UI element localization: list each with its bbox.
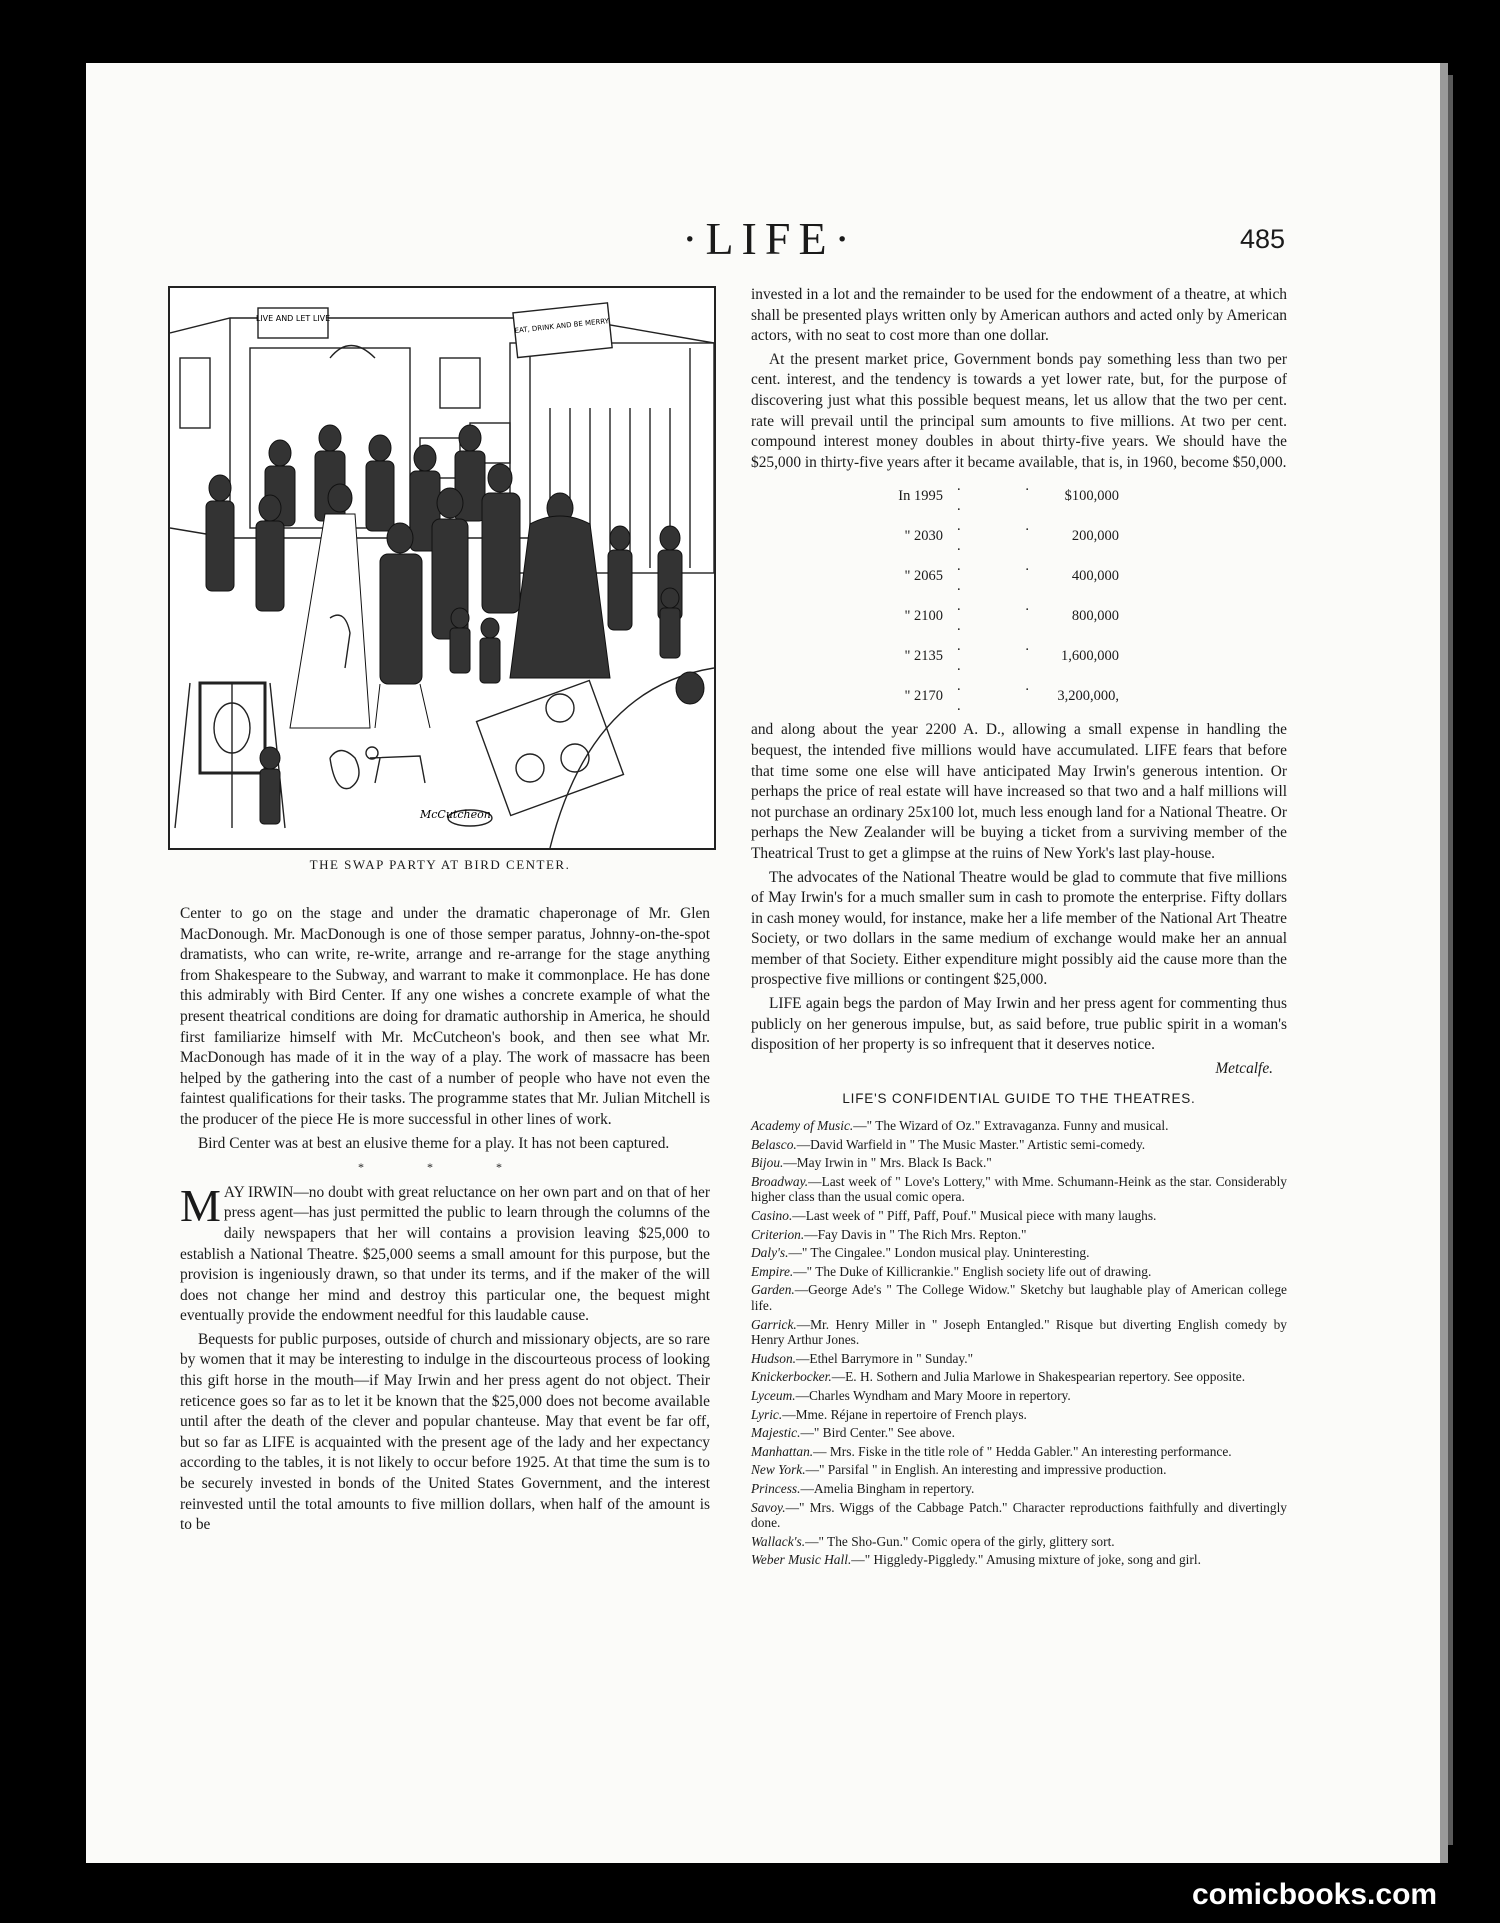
list-item [751,1407,1287,1423]
venue-text: —Amelia Bingham in repertory. [800,1480,975,1496]
theatre-guide-list [751,1118,1287,1568]
table-amount: 400,000 [1071,568,1119,585]
table-row [888,516,1119,556]
table-year: " 2030 [904,528,943,545]
paragraph: Center to go on the stage and under the dramatic chaperonage of Mr. Glen MacDonough. Mr. MacDonough is one of those semper paratus, Johnny-on-the-spot dramatists, who can write, re-write, arrange and re-arrange for the stage anything from Shakespeare to the Subway, and warrant to make it commonplace. He has done this admirably with Bird Center. If any one wishes a concrete example of what the present theatrical conditions are doing for dramatic authorship in America, he should first familiarize himself with Mr. McCutcheon's book, and then see what Mr. MacDonough has made of it in the way of a play. The work of massacre has been helped by the gathering into the cast of a number of people who have not even the faintest qualifications for their tasks. The programme states that Mr. Julian Mitchell is the producer of the piece He is more successful in other lines of work. [180,905,710,1128]
venue-text: —E. H. Sothern and Julia Marlowe in Shakespearian repertory. See opposite. [831,1369,1246,1385]
page-edge [1440,63,1448,1863]
list-item [751,1444,1287,1460]
paragraph-text: —no doubt with great reluctance on her own part and on that of her press agent—has just permitted the public to learn through the columns of the daily newspapers that her will contains a provision leaving $25,000 to establish a National Theatre. $25,000 seems a small amount for this purpose, but the provision is ingeniously drawn, so that under its terms, and if the maker of the will does not change her mind and destroy this particular one, the bequest might eventually provide the endowment needful for this laudable cause. [180,1183,710,1325]
venue-name: Broadway. [751,1173,809,1189]
page-number: 485 [1240,224,1286,254]
left-column [180,904,710,1539]
venue-name: Garrick. [751,1316,797,1332]
list-item [751,1264,1287,1280]
paragraph: At the present market price, Government bonds pay something less than two per cent. interest, and the tendency is towards a yet lower rate, but, for the purpose of discovering just what this possible bequest means, let us allow that the two per cent. rate will prevail until the principal sum amounts to five millions. At two per cent. compound interest money doubles in about thirty-five years. We should have the $25,000 in thirty-five years after it became available, that is, in 1960, become $50,000. [751,350,1287,471]
table-row [888,596,1119,636]
table-dots: . . . [957,478,1047,515]
list-item [751,1552,1287,1568]
venue-text: —Charles Wyndham and Mary Moore in repertory. [795,1387,1071,1403]
table-dots: . . . [957,678,1047,715]
paragraph: Bequests for public purposes, outside of church and missionary objects, are so rare by women that it may be interesting to indulge in the discourteous process of looking this gift horse in the mouth—if May Irwin and her press agent do not object. Their reticence goes so far as to let it be known that the $25,000 does not become available until after the death of the clever and popular chanteuse. May that event be far off, but so far as LIFE is acquainted with the present age of the lady and her expectancy according to the tables, it is not likely to occur before 1925. At that time the sum is to be securely invested in bonds of the United States Government, and the interest reinvested until the total amounts to five million dollars, when half of the amount is to be [180,1330,710,1534]
venue-text: —" The Wizard of Oz." Extravaganza. Funny and musical. [853,1118,1169,1134]
list-item [751,1369,1287,1385]
table-amount: 200,000 [1071,528,1119,545]
list-item [751,1425,1287,1441]
list-item [751,1534,1287,1550]
list-item [751,1137,1287,1153]
venue-name: Majestic. [751,1425,801,1441]
list-item [751,1208,1287,1224]
venue-text: —" Higgledy-Piggledy." Amusing mixture of joke, song and girl. [851,1552,1201,1568]
paragraph: Bird Center was at best an elusive theme for a play. It has not been captured. [198,1134,670,1152]
list-item [751,1245,1287,1261]
venue-name: Lyric. [751,1406,783,1422]
venue-text: —Last week of " Piff, Paff, Pouf." Musical piece with many laughs. [792,1208,1157,1223]
page-edge-shadow [1448,75,1453,1845]
right-column [751,285,1287,1571]
table-row [888,636,1119,676]
list-item [751,1462,1287,1478]
table-year: " 2135 [904,648,943,665]
list-item [751,1388,1287,1404]
venue-text: —" The Sho-Gun." Comic opera of the girly, glittery sort. [805,1533,1115,1549]
paragraph: and along about the year 2200 A. D., allowing a small expense in handling the bequest, the intended five millions would have accumulated. LIFE fears that before that time some one else will have anticipated May Irwin's generous intention. Or perhaps the price of real estate will have increased so that two and a half millions will not purchase an ordinary 25x100 lot, much less enough land for a National Theatre. Or perhaps the New Zealander will be buying a ticket from a surviving member of the Theatrical Trust to get a glimpse at the ruins of New York's last play-house. [751,721,1287,862]
venue-name: Princess. [751,1480,801,1496]
list-item [751,1282,1287,1313]
venue-name: Manhattan. [751,1443,814,1459]
venue-text: —Last week of " Love's Lottery," with Mme. Schumann-Heink as the star. Considerably higher class than the usual comic opera. [751,1173,1287,1205]
venue-name: Savoy. [751,1499,786,1515]
table-year: In 1995 [898,488,943,505]
list-item [751,1227,1287,1243]
table-amount: $100,000 [1064,488,1119,505]
venue-text: —Ethel Barrymore in " Sunday." [796,1350,974,1366]
table-dots: . . . [957,638,1047,675]
venue-text: —May Irwin in " Mrs. Black Is Back." [783,1155,992,1171]
venue-name: Empire. [751,1263,794,1279]
venue-text: —George Ade's " The College Widow." Sketchy but laughable play of American college life. [751,1282,1287,1313]
venue-name: Lyceum. [751,1387,796,1403]
venue-text: —" Bird Center." See above. [800,1425,955,1441]
venue-text: —Mr. Henry Miller in " Joseph Entangled." Risque but diverting English comedy by Henry Arthur Jones. [751,1316,1287,1348]
paragraph: invested in a lot and the remainder to be used for the endowment of a theatre, at which shall be presented plays written only by American authors and acted only by American actors, with no seat to cost more than one dollar. [751,286,1287,345]
artist-signature: McCutcheon [420,808,491,821]
table-amount: 3,200,000, [1057,688,1119,705]
list-item [751,1351,1287,1367]
paragraph-may-irwin [180,1179,710,1327]
theatre-guide-title: LIFE'S CONFIDENTIAL GUIDE TO THE THEATRES. [842,1091,1196,1107]
table-row [888,556,1119,596]
table-year: " 2065 [904,568,943,585]
venue-name: Casino. [751,1208,793,1223]
bequest-table [888,476,1119,716]
paragraph: The advocates of the National Theatre would be glad to commute that five millions of May Irwin's for a much smaller sum in cash to promote the enterprise. Fifty dollars in cash money would, for instance, make her a life member of the National Art Theatre Society, or two dollars in the same medium of exchange would make her an annual member of that Society. Either expenditure might possibly aid the cause more than the prospective five millions or contingent $25,000. [751,868,1287,989]
table-row [888,476,1119,516]
venue-name: Criterion. [751,1226,805,1242]
sign-eat-drink: EAT, DRINK AND BE MERRY [514,317,610,335]
watermark: comicbooks.com [1192,1878,1438,1911]
section-divider: * * * [358,1160,532,1175]
venue-name: Hudson. [751,1350,797,1366]
table-amount: 1,600,000 [1061,648,1119,665]
list-item [751,1481,1287,1497]
venue-text: —David Warfield in " The Music Master." Artistic semi-comedy. [796,1136,1146,1152]
table-year: " 2170 [904,688,943,705]
list-item [751,1174,1287,1205]
table-year: " 2100 [904,608,943,625]
sign-live-and-let-live: LIVE AND LET LIVE [255,314,331,323]
table-row [888,676,1119,716]
table-dots: . . . [957,558,1047,595]
list-item [751,1317,1287,1348]
lead-in: AY IRWIN [223,1183,294,1201]
paragraph: LIFE again begs the pardon of May Irwin and her press agent for commenting thus publicly on her generous impulse, but, as said before, true public spirit in a woman's disposition of her property is so infrequent that it deserves notice. [751,995,1287,1054]
venue-text: —" The Cingalee." London musical play. Uninteresting. [788,1245,1090,1261]
drop-cap: M [180,1179,221,1231]
venue-name: New York. [751,1462,806,1478]
venue-name: Daly's. [751,1245,789,1261]
venue-name: Bijou. [751,1155,784,1171]
venue-text: —" Mrs. Wiggs of the Cabbage Patch." Character reproductions faithfully and divertingly done. [751,1499,1287,1531]
table-amount: 800,000 [1071,608,1119,625]
venue-name: Belasco. [751,1136,797,1152]
author-signature: Metcalfe. [1215,1059,1273,1077]
venue-name: Academy of Music. [751,1118,854,1134]
venue-text: —" The Duke of Killicrankie." English society life out of drawing. [793,1263,1152,1279]
list-item [751,1118,1287,1134]
venue-text: —Fay Davis in " The Rich Mrs. Repton." [804,1226,1027,1242]
illustration-caption: THE SWAP PARTY AT BIRD CENTER. [309,857,571,872]
list-item [751,1500,1287,1531]
venue-name: Weber Music Hall. [751,1552,852,1568]
venue-text: — Mrs. Fiske in the title role of " Hedda Gabler." An interesting performance. [813,1443,1232,1459]
table-dots: . . . [957,598,1047,635]
venue-name: Wallack's. [751,1533,806,1549]
venue-name: Knickerbocker. [751,1369,832,1385]
cartoon-illustration [168,286,716,850]
venue-text: —Mme. Réjane in repertoire of French plays. [782,1406,1027,1422]
masthead: ·LIFE· [682,213,858,264]
list-item [751,1155,1287,1171]
table-dots: . . . [957,518,1047,555]
venue-text: —" Parsifal " in English. An interesting and impressive production. [805,1462,1167,1478]
venue-name: Garden. [751,1282,795,1298]
cartoon-drawing [170,288,714,848]
